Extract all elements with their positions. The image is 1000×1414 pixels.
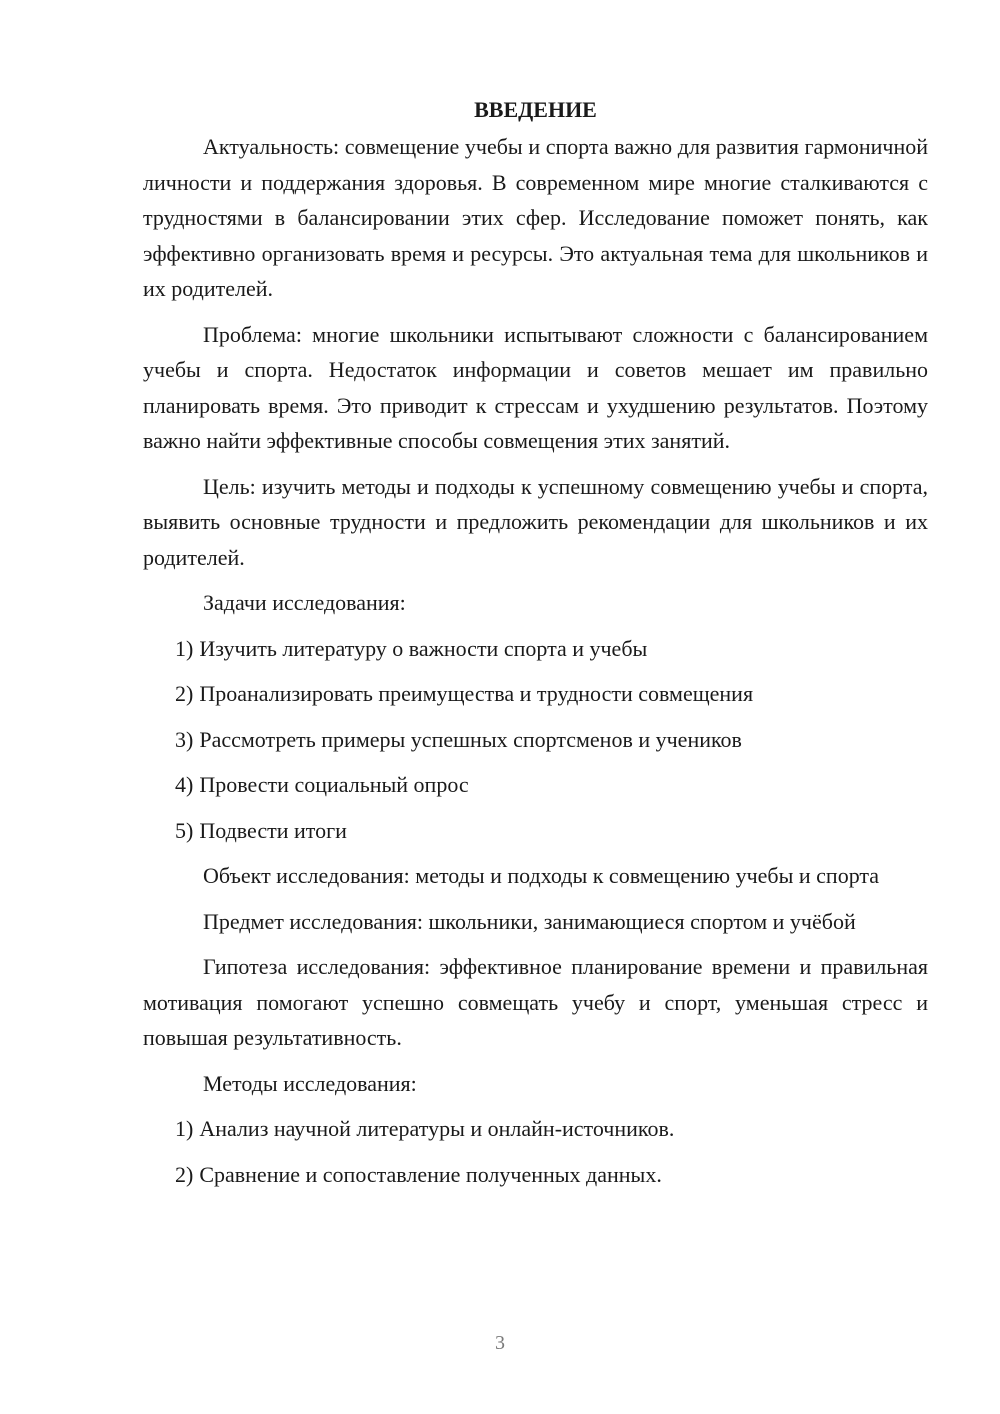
list-item-text: Рассмотреть примеры успешных спортсменов и учеников [199, 726, 742, 752]
list-item [143, 722, 928, 758]
methods-list [143, 1111, 928, 1192]
list-item [143, 676, 928, 712]
page-number: 3 [495, 1332, 505, 1354]
hypothesis-paragraph: Гипотеза исследования: эффективное планирование времени и правильная мотивация помогают успешно совмещать учебу и спорт, уменьшая стресс и повышая результативность. [143, 954, 928, 1050]
relevance-paragraph: Актуальность: совмещение учебы и спорта важно для развития гармоничной личности и поддержания здоровья. В современном мире многие сталкиваются с трудностями в балансировании этих сфер. Исследование поможет понять, как эффективно организовать время и ресурсы. Это актуальная тема для школьников и их родителей. [143, 134, 928, 301]
methods-title: Методы исследования: [203, 1070, 417, 1096]
list-item-number: 2) [175, 1161, 194, 1187]
list-item [143, 767, 928, 803]
list-item-text: Анализ научной литературы и онлайн-источников. [199, 1116, 675, 1141]
list-item [143, 813, 928, 849]
list-item-text: Изучить литературу о важности спорта и учебы [199, 635, 648, 661]
list-item-number: 1) [175, 1116, 194, 1141]
subject-paragraph: Предмет исследования: школьники, занимающиеся спортом и учёбой [203, 908, 856, 934]
list-item [143, 1111, 928, 1147]
list-item [143, 631, 928, 667]
list-item [143, 1157, 928, 1193]
list-item-number: 3) [175, 726, 194, 752]
list-item-text: Проанализировать преимущества и трудности совмещения [199, 681, 754, 706]
document-page [143, 92, 928, 1202]
list-item-text: Подвести итоги [199, 817, 347, 843]
page-title: ВВЕДЕНИЕ [474, 97, 597, 122]
list-item-number: 2) [175, 681, 194, 706]
goal-paragraph: Цель: изучить методы и подходы к успешному совмещению учебы и спорта, выявить основные трудности и предложить рекомендации для школьников и их родителей. [143, 473, 928, 570]
list-item-number: 1) [175, 635, 194, 661]
list-item-number: 4) [175, 772, 194, 797]
list-item-text: Сравнение и сопоставление полученных данных. [199, 1161, 662, 1187]
tasks-title: Задачи исследования: [203, 590, 406, 615]
list-item-number: 5) [175, 817, 194, 843]
tasks-list [143, 631, 928, 849]
problem-paragraph: Проблема: многие школьники испытывают сложности с балансированием учебы и спорта. Недостаток информации и советов мешает им правильно планировать время. Это приводит к стрессам и ухудшению результатов. Поэтому важно найти эффективные способы совмещения этих занятий. [143, 321, 928, 453]
list-item-text: Провести социальный опрос [199, 772, 469, 797]
object-paragraph: Объект исследования: методы и подходы к совмещению учебы и спорта [203, 863, 880, 888]
